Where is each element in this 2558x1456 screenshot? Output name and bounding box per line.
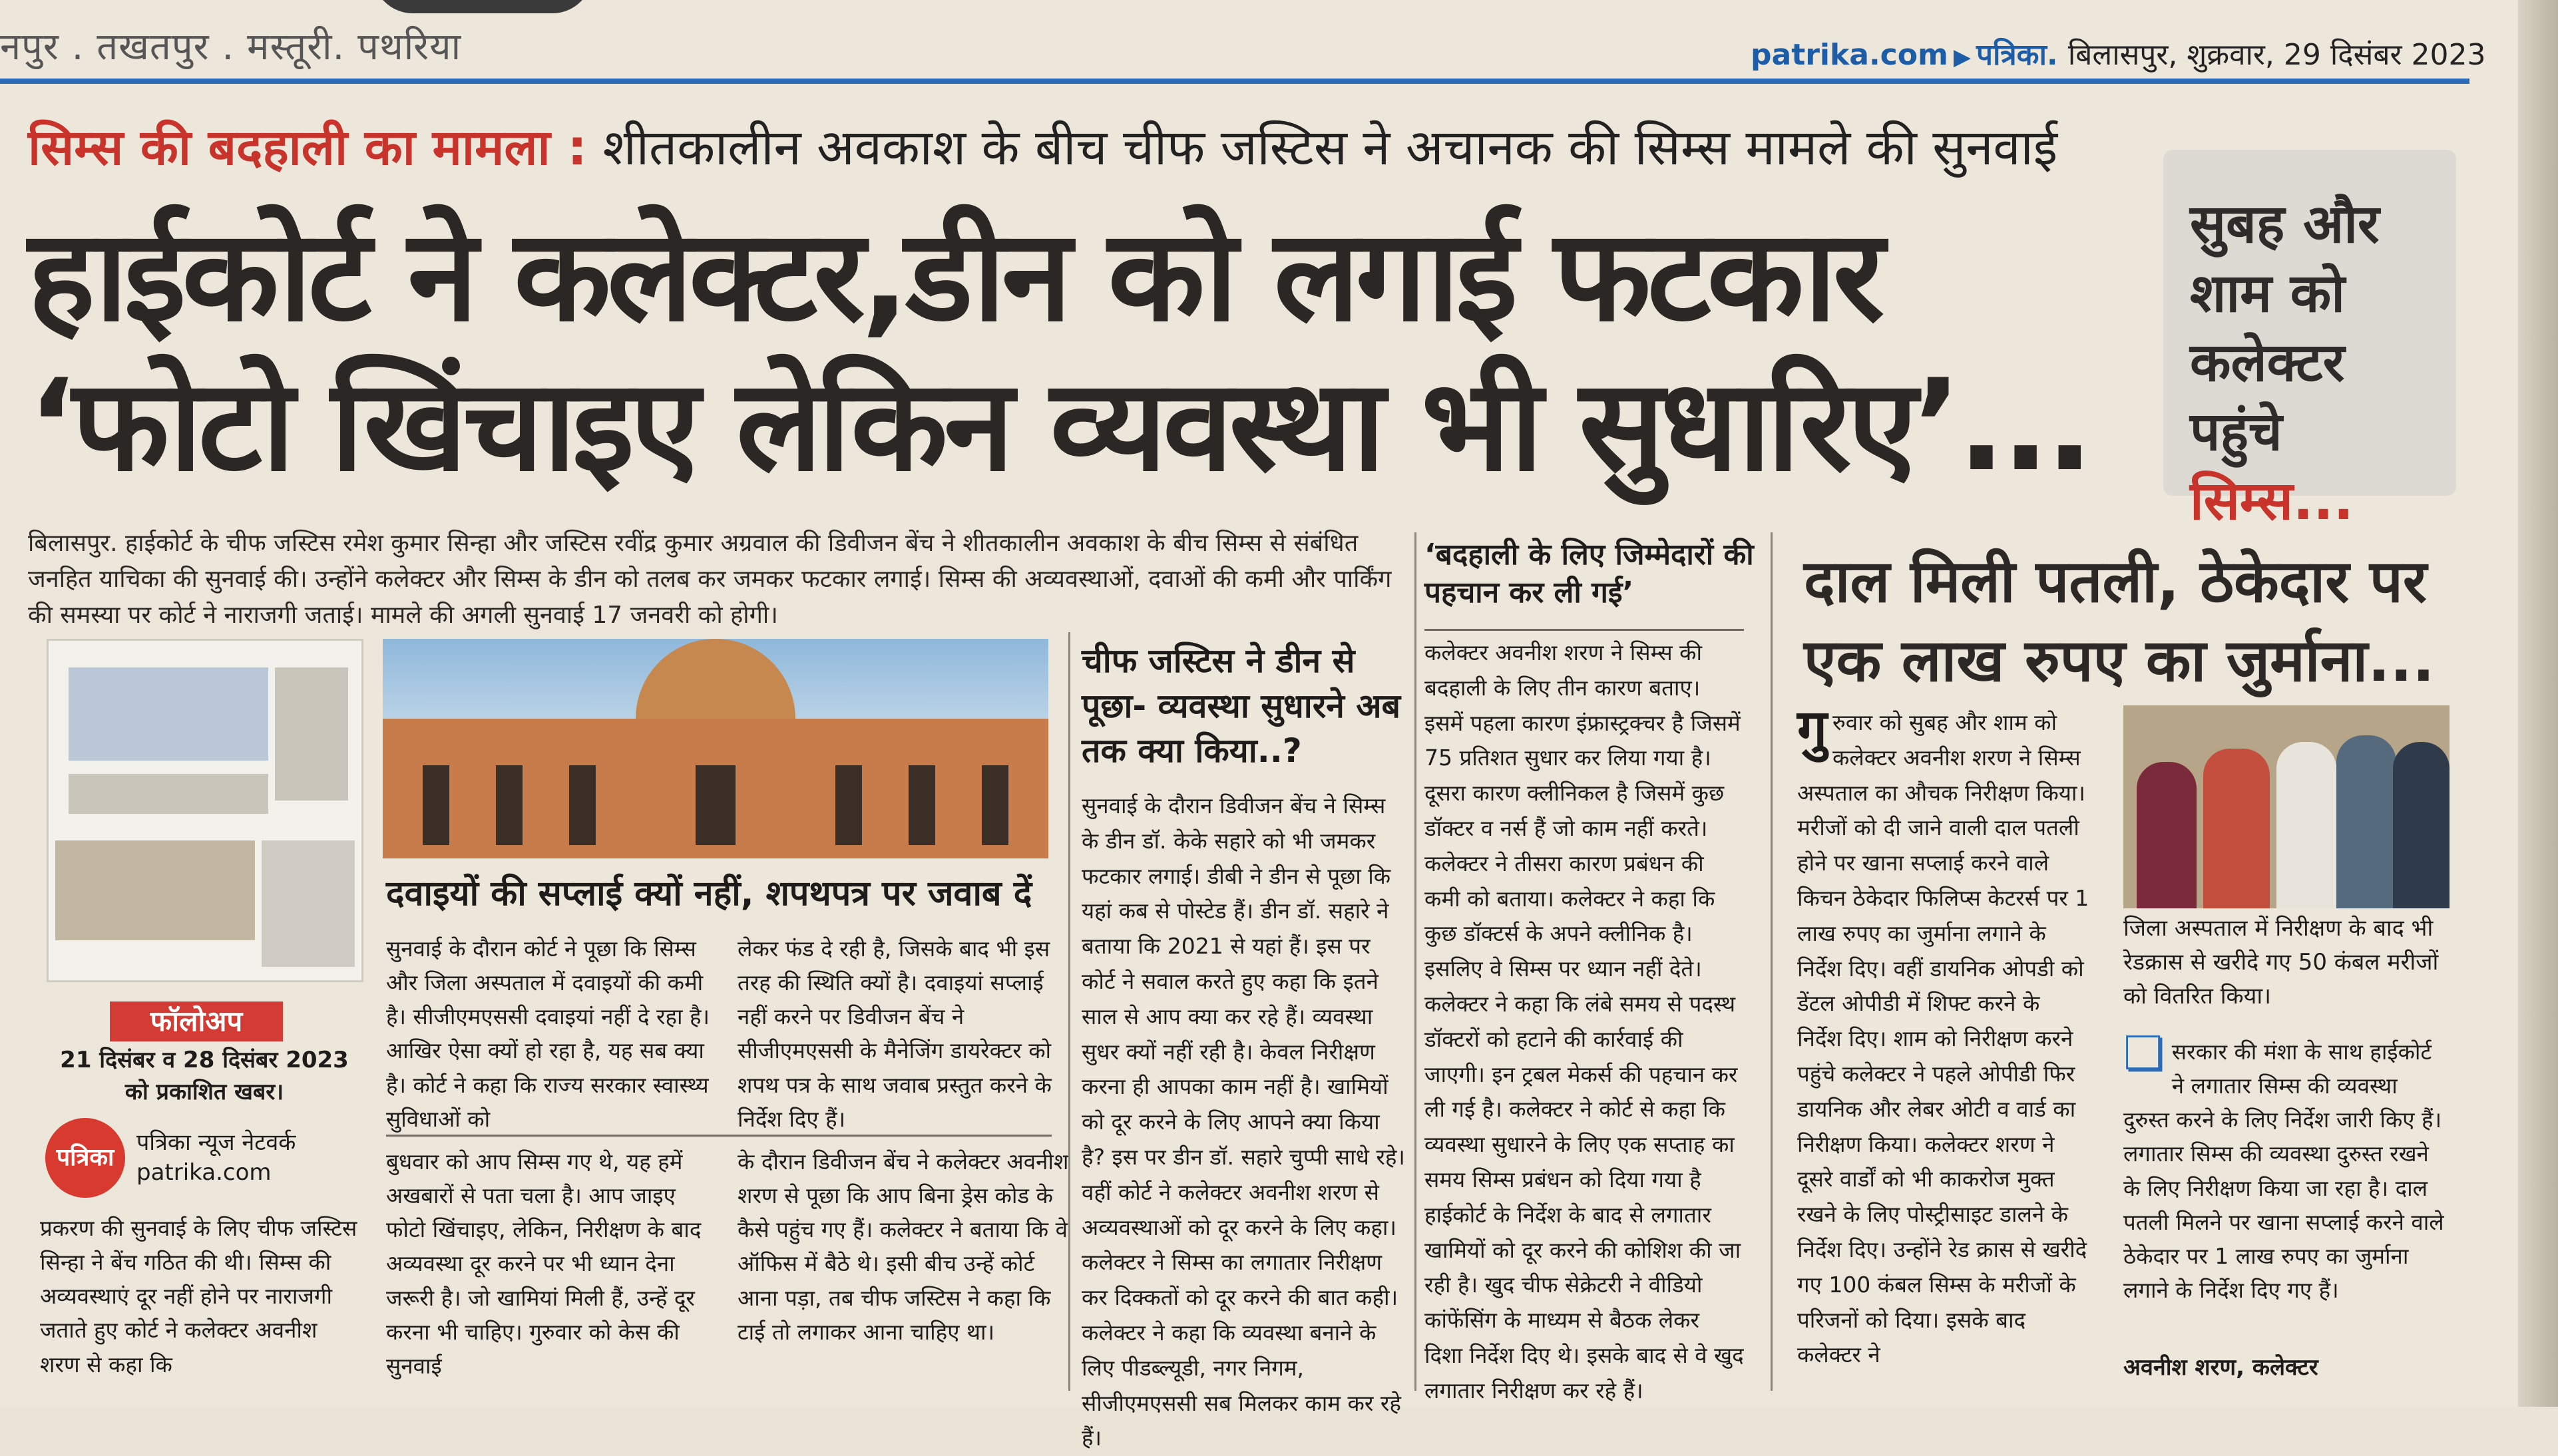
clipping-block (55, 840, 255, 940)
collector-quote (2123, 1026, 2450, 1307)
kicker-text: शीतकालीन अवकाश के बीच चीफ जस्टिस ने अचानक की सिम्स मामले की सुनवाई (602, 119, 2058, 176)
column-rule (386, 1135, 1052, 1137)
photo-window (909, 765, 935, 845)
photo-person (2276, 742, 2336, 908)
story2-heading: चीफ जस्टिस ने डीन से पूछा- व्यवस्था सुधारने अब तक क्या किया..? (1082, 641, 1401, 770)
network-line: पत्रिका न्यूज नेटवर्क (136, 1129, 296, 1156)
story1-para-3: बुधवार को आप सिम्स गए थे, यह हमें अखबारों से पता चला है। आप जाइए फोटो खिंचाइए, लेकिन, निरीक्षण के बाद अव्यवस्था दूर करने पर भी ध्यान देना जरूरी है। जो खामियां मिली हैं, उन्हें दूर करना भी चाहिए। गुरुवार को केस की सुनवाई (386, 1149, 702, 1379)
quote-icon: ❏ (2123, 1026, 2165, 1081)
inspection-photo (2123, 705, 2450, 908)
dateline: बिलासपुर, शुक्रवार, 29 दिसंबर 2023 (2067, 38, 2486, 72)
kicker (28, 112, 2057, 179)
photo-person (2393, 742, 2450, 908)
column-a-text: प्रकरण की सुनवाई के लिए चीफ जस्टिस सिन्हा ने बेंच गठित की थी। सिम्स की अव्यवस्थाएं दूर नहीं होने पर नाराजगी जताते हुए कोर्ट ने कलेक्टर अवनीश शरण से कहा कि (40, 1215, 357, 1377)
column-divider (1771, 532, 1773, 1391)
drop-cap: गु (1797, 698, 1828, 760)
side-teaser-box (2163, 150, 2456, 532)
photo-caption: जिला अस्पताल में निरीक्षण के बाद भी रेडक्रास से खरीदे गए 50 कंबल मरीजों को वितरित किया। (2123, 915, 2439, 1009)
headline-line-1: हाईकोर्ट ने कलेक्टर,डीन को लगाई फटकार (28, 202, 1881, 349)
masthead (1751, 33, 2485, 73)
column-divider (1414, 532, 1416, 1391)
photo-window (496, 765, 523, 845)
heading-rule (1424, 629, 1744, 631)
story3-body: कलेक्टर अवनीश शरण ने सिम्स की बदहाली के लिए तीन कारण बताए। इसमें पहला कारण इंफ्रास्ट्रक्चर है जिसमें 75 प्रतिशत सुधार कर लिया गया है। दूसरा कारण क्लीनिकल है जिसमें कुछ डॉक्टर व नर्स हैं जो काम नहीं करते। कलेक्टर ने तीसरा कारण प्रबंधन की कमी को बताया। कलेक्टर ने कहा कि कुछ डॉक्टर्स के अपने क्लीनिक है। इसलिए वे सिम्स पर ध्यान नहीं देते। कलेक्टर ने कहा कि लंबे समय से पदस्थ डॉक्टरों को हटाने की कार्रवाई की जाएगी। इन ट्रबल मेकर्स की पहचान कर ली गई है। कलेक्टर ने कोर्ट से कहा कि व्यवस्था सुधारने के लिए एक सप्ताह का समय सिम्स प्रबंधन को दिया गया है हाईकोर्ट के निर्देश के बाद से लगातार खामियों को दूर करने की कोशिश की जा रही है। खुद चीफ सेक्रेटरी ने वीडियो कांफेंसिंग के माध्यम से बैठक लेकर दिशा निर्देश दिए थे। इसके बाद से वे खुद लगातार निरीक्षण कर रहे हैं। (1424, 639, 1744, 1403)
story1-para-2: लेकर फंड दे रही है, जिसके बाद भी इस तरह की स्थिति क्यों है। दवाइयां सप्लाई नहीं करने पर डिवीजन बेंच ने सीजीएमएससी के मैनेजिंग डायरेक्टर को शपथ पत्र के साथ जवाब प्रस्तुत करने के निर्देश दिए हैं। (738, 936, 1052, 1132)
followup-badge: फॉलोअप (110, 1001, 283, 1041)
photo-person (2203, 749, 2270, 908)
story2-body: सुनवाई के दौरान डिवीजन बेंच ने सिम्स के डीन डॉ. केके सहारे को भी जमकर फटकार लगाई। डीबी ने डीन से पूछा कि यहां कब से पोस्टेड हैं। डीन डॉ. सहारे ने बताया कि 2021 से यहां हैं। इस पर कोर्ट ने सवाल करते हुए कहा कि इतने साल से आप क्या कर रहे हैं। व्यवस्था सुधर क्यों नहीं रही है। केवल निरीक्षण करना ही आपका काम नहीं है। खामियों को दूर करने के लिए आपने क्या किया है? इस पर डीन डॉ. सहारे चुप्पी साधे रहे। वहीं कोर्ट ने कलेक्टर अवनीश शरण से अव्यवस्थाओं को दूर करने के लिए कहा। कलेक्टर ने सिम्स का लगातार निरीक्षण कर दिक्कतों को दूर करने की बात कही। कलेक्टर ने कहा कि व्यवस्था बनाने के लिए पीडब्ल्यूडी, नगर निगम, सीजीएमएससी सब मिलकर काम कर रहे हैं। (1082, 793, 1405, 1451)
clipping-block (262, 840, 355, 967)
clipping-block (69, 667, 268, 761)
photo-window (696, 765, 736, 845)
photo-person (2336, 735, 2396, 908)
quote-signature: अवनीश शरण, कलेक्टर (2123, 1354, 2318, 1381)
story4-heading: दाल मिली पतली, ठेकेदार पर एक लाख रुपए का जुर्माना... (1804, 547, 2435, 695)
story1-heading: दवाइयों की सप्लाई क्यों नहीं, शपथपत्र पर जवाब दें (386, 874, 1032, 914)
headline-line-2: ‘फोटो खिंचाइए लेकिन व्यवस्था भी सुधारिए’... (28, 352, 2090, 499)
side-teaser-text (2190, 190, 2443, 536)
side-teaser-main: सुबह और शाम को कलेक्टर पहुंचे (2190, 193, 2380, 462)
site-name: patrika.com (1751, 38, 1948, 72)
page-edge-shadow (373, 0, 592, 13)
photo-window (982, 765, 1008, 845)
kicker-label: सिम्स की बदहाली का मामला : (28, 119, 588, 176)
high-court-photo (383, 639, 1048, 858)
followup-caption: 21 दिसंबर व 28 दिसंबर 2023 को प्रकाशित खबर। (60, 1047, 349, 1105)
photo-person (2137, 762, 2197, 908)
page-edge (2518, 0, 2558, 1407)
story4-body (1797, 698, 2090, 1373)
photo-window (569, 765, 596, 845)
paper-name: पत्रिका. (1976, 38, 2058, 72)
quote-text: सरकार की मंशा के साथ हाईकोर्ट ने लगातार सिम्स की व्यवस्था दुरुस्त करने के लिए निर्देश जारी किए हैं। लगातार सिम्स की व्यवस्था दुरुस्त रखने के लिए निरीक्षण किया जा रहा है। दाल पतली मिलने पर खाना सप्लाई करने वाले ठेकेदार पर 1 लाख रुपए का जुर्माना लगाने के निर्देश दिए गए हैं। (2123, 1039, 2444, 1303)
patrika-logo: पत्रिका (45, 1118, 125, 1198)
story1-para-1: सुनवाई के दौरान कोर्ट ने पूछा कि सिम्स और जिला अस्पताल में दवाइयों की कमी है। सीजीएमएससी दवाइयां नहीं दे रहा है। आखिर ऐसा क्यों हो रहा है, यह सब क्या है। कोर्ट ने कहा कि राज्य सरकार स्वास्थ्य सुविधाओं को (386, 936, 710, 1132)
clipping-block (275, 667, 348, 801)
photo-window (423, 765, 449, 845)
story1-para-4: के दौरान डिवीजन बेंच ने कलेक्टर अवनीश शरण से पूछा कि आप बिना ड्रेस कोड के कैसे पहुंच गए हैं। कलेक्टर ने बताया कि वे ऑफिस में बैठे थे। इसी बीच उन्हें कोर्ट आना पड़ा, तब चीफ जस्टिस ने कहा कि टाई तो लगाकर आना चाहिए था। (738, 1149, 1069, 1345)
clipping-block (69, 774, 268, 814)
network-site: patrika.com (136, 1159, 272, 1186)
clipping-photo (47, 639, 363, 982)
side-teaser-red: सिम्स... (2190, 470, 2354, 532)
masthead-rule (0, 79, 2469, 84)
lead-paragraph: बिलासपुर. हाईकोर्ट के चीफ जस्टिस रमेश कुमार सिन्हा और जस्टिस रवींद्र कुमार अग्रवाल की डिवीजन बेंच ने शीतकालीन अवकाश के बीच सिम्स से संबंधित जनहित याचिका की सुनवाई की। उन्होंने कलेक्टर और सिम्स के डीन को तलब कर जमकर फटकार लगाई। सिम्स की अव्यवस्थाओं, दवाओं की कमी और पार्किंग की समस्या पर कोर्ट ने नाराजगी जताई। मामले की अगली सुनवाई 17 जनवरी को होगी। (28, 530, 1392, 629)
arrow-icon: ▶ (1953, 44, 1971, 71)
column-divider (1068, 632, 1070, 1391)
photo-window (835, 765, 862, 845)
location-strip: नपुर . तखतपुर . मस्तूरी. पथरिया (0, 25, 462, 69)
story3-heading: ‘बदहाली के लिए जिम्मेदारों की पहचान कर ली गई’ (1424, 538, 1754, 610)
story4-text: रुवार को सुबह और शाम को कलेक्टर अवनीश शरण ने सिम्स अस्पताल का औचक निरीक्षण किया। मरीजों को दी जाने वाली दाल पतली होने पर खाना सप्लाई करने वाले किचन ठेकेदार फिलिप्स केटरर्स पर 1 लाख रुपए का जुर्माना लगाने के निर्देश दिए। वहीं डायनिक ओपडी को डेंटल ओपीडी में शिफ्ट करने के निर्देश दिए। शाम को निरीक्षण करने पहुंचे कलेक्टर ने पहले ओपीडी फिर डायनिक और लेबर ओटी व वार्ड का निरीक्षण किया। कलेक्टर शरण ने दूसरे वार्डों को भी काकरोज मुक्त रखने के लिए पोस्ट्रीसाइट डालने के निर्देश दिए। उन्होंने रेड क्रास से खरीदे गए 100 कंबल सिम्स के मरीजों के परिजनों को दिया। इसके बाद कलेक्टर ने (1797, 709, 2089, 1368)
